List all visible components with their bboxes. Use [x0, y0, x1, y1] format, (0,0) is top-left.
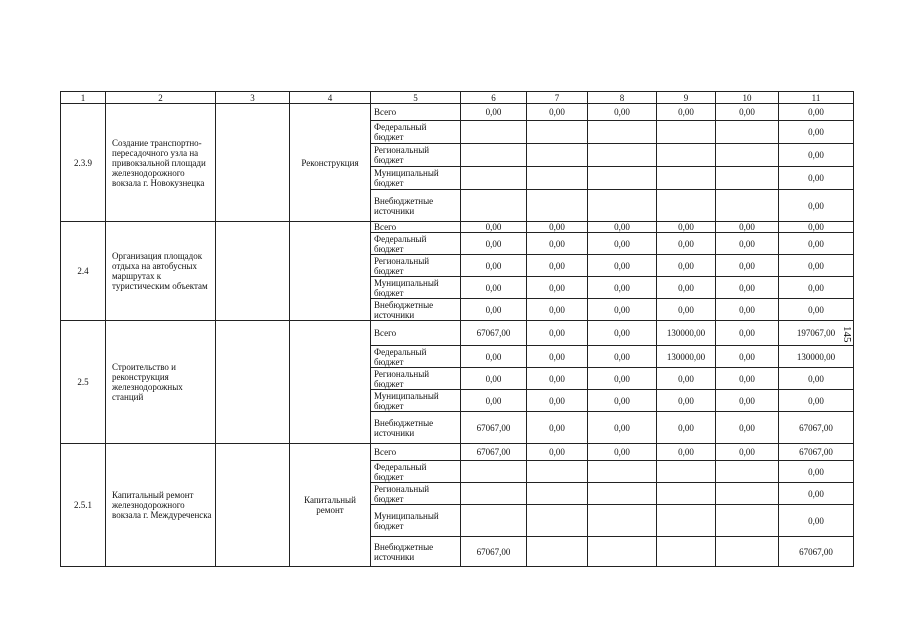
total-cell: 130000,00 [779, 346, 854, 368]
value-cell: 0,00 [657, 390, 716, 412]
value-cell [657, 505, 716, 537]
column-number: 1 [61, 92, 106, 104]
item-code: 2.4 [61, 222, 106, 321]
total-cell: 0,00 [779, 104, 854, 121]
value-cell: 0,00 [527, 255, 588, 277]
value-cell: 0,00 [716, 321, 779, 346]
total-cell: 0,00 [779, 277, 854, 299]
value-cell [657, 537, 716, 567]
value-cell: 0,00 [716, 444, 779, 461]
value-cell: 0,00 [461, 390, 527, 412]
value-cell: 0,00 [588, 444, 657, 461]
table-row [61, 104, 854, 121]
page-number: 145 [841, 326, 853, 343]
value-cell: 0,00 [716, 233, 779, 255]
value-cell: 0,00 [716, 412, 779, 444]
value-cell [716, 144, 779, 167]
value-cell [527, 190, 588, 222]
value-cell: 0,00 [527, 444, 588, 461]
column-number-row [61, 92, 854, 104]
value-cell [527, 144, 588, 167]
value-cell: 0,00 [588, 233, 657, 255]
value-cell: 0,00 [716, 255, 779, 277]
value-cell [527, 505, 588, 537]
total-cell: 0,00 [779, 461, 854, 483]
table-body [61, 92, 854, 567]
value-cell: 0,00 [527, 346, 588, 368]
item-activity [290, 321, 371, 444]
total-cell: 0,00 [779, 167, 854, 190]
funding-source: Внебюджетные источники [371, 537, 461, 567]
value-cell: 0,00 [527, 104, 588, 121]
value-cell [461, 190, 527, 222]
value-cell [716, 483, 779, 505]
item-name: Строительство и реконструкция железнодорожных станций [106, 321, 216, 444]
column-number: 2 [106, 92, 216, 104]
funding-source: Всего [371, 444, 461, 461]
funding-source: Внебюджетные источники [371, 299, 461, 321]
value-cell: 0,00 [716, 368, 779, 390]
value-cell [461, 144, 527, 167]
value-cell [588, 144, 657, 167]
value-cell [461, 461, 527, 483]
value-cell [588, 190, 657, 222]
value-cell: 130000,00 [657, 346, 716, 368]
funding-source: Всего [371, 104, 461, 121]
value-cell: 0,00 [716, 104, 779, 121]
item-col3 [216, 444, 290, 567]
funding-source: Региональный бюджет [371, 144, 461, 167]
total-cell: 0,00 [779, 255, 854, 277]
value-cell [716, 190, 779, 222]
column-number: 7 [527, 92, 588, 104]
total-cell: 0,00 [779, 299, 854, 321]
total-cell: 0,00 [779, 190, 854, 222]
item-code: 2.5.1 [61, 444, 106, 567]
total-cell: 0,00 [779, 390, 854, 412]
column-number: 10 [716, 92, 779, 104]
total-cell: 0,00 [779, 368, 854, 390]
value-cell: 0,00 [716, 346, 779, 368]
value-cell: 0,00 [588, 390, 657, 412]
value-cell: 0,00 [527, 368, 588, 390]
value-cell [461, 121, 527, 144]
value-cell: 0,00 [461, 222, 527, 233]
value-cell: 0,00 [657, 104, 716, 121]
value-cell: 0,00 [716, 299, 779, 321]
value-cell: 0,00 [657, 222, 716, 233]
item-code: 2.5 [61, 321, 106, 444]
value-cell: 0,00 [461, 255, 527, 277]
column-number: 6 [461, 92, 527, 104]
value-cell: 0,00 [657, 368, 716, 390]
value-cell [461, 505, 527, 537]
total-cell: 0,00 [779, 233, 854, 255]
total-cell: 0,00 [779, 483, 854, 505]
table-row [61, 222, 854, 233]
value-cell: 0,00 [588, 321, 657, 346]
item-name: Организация площадок отдыха на автобусных маршрутах к туристическим объектам [106, 222, 216, 321]
value-cell [527, 483, 588, 505]
funding-source: Муниципальный бюджет [371, 167, 461, 190]
funding-source: Федеральный бюджет [371, 233, 461, 255]
table-row [61, 444, 854, 461]
value-cell [588, 167, 657, 190]
value-cell [527, 461, 588, 483]
funding-source: Муниципальный бюджет [371, 505, 461, 537]
item-col3 [216, 321, 290, 444]
value-cell: 0,00 [527, 299, 588, 321]
value-cell [588, 121, 657, 144]
value-cell: 0,00 [588, 222, 657, 233]
value-cell: 0,00 [461, 277, 527, 299]
value-cell: 0,00 [461, 299, 527, 321]
item-code: 2.3.9 [61, 104, 106, 222]
value-cell: 67067,00 [461, 537, 527, 567]
column-number: 3 [216, 92, 290, 104]
funding-source: Федеральный бюджет [371, 346, 461, 368]
value-cell [657, 483, 716, 505]
value-cell: 0,00 [527, 321, 588, 346]
item-name: Создание транспортно-пересадочного узла на привокзальной площади железнодорожного вокзала г. Новокузнецка [106, 104, 216, 222]
value-cell [588, 461, 657, 483]
funding-source: Муниципальный бюджет [371, 390, 461, 412]
value-cell: 0,00 [657, 255, 716, 277]
value-cell: 0,00 [716, 222, 779, 233]
value-cell: 67067,00 [461, 412, 527, 444]
funding-source: Региональный бюджет [371, 483, 461, 505]
value-cell: 0,00 [716, 277, 779, 299]
value-cell: 0,00 [657, 299, 716, 321]
item-col3 [216, 104, 290, 222]
value-cell: 0,00 [588, 104, 657, 121]
value-cell [657, 461, 716, 483]
value-cell [716, 505, 779, 537]
total-cell: 197067,00 [779, 321, 854, 346]
funding-source: Региональный бюджет [371, 255, 461, 277]
value-cell [716, 167, 779, 190]
value-cell: 0,00 [716, 390, 779, 412]
column-number: 9 [657, 92, 716, 104]
funding-source: Внебюджетные источники [371, 412, 461, 444]
value-cell: 0,00 [657, 233, 716, 255]
value-cell: 0,00 [588, 368, 657, 390]
total-cell: 0,00 [779, 505, 854, 537]
funding-source: Муниципальный бюджет [371, 277, 461, 299]
value-cell [716, 537, 779, 567]
value-cell: 130000,00 [657, 321, 716, 346]
value-cell [716, 461, 779, 483]
value-cell: 0,00 [461, 346, 527, 368]
value-cell: 0,00 [588, 255, 657, 277]
value-cell: 0,00 [657, 444, 716, 461]
value-cell [461, 167, 527, 190]
value-cell [657, 167, 716, 190]
total-cell: 0,00 [779, 121, 854, 144]
total-cell: 67067,00 [779, 444, 854, 461]
value-cell [527, 121, 588, 144]
value-cell [588, 537, 657, 567]
value-cell: 0,00 [461, 368, 527, 390]
column-number: 5 [371, 92, 461, 104]
value-cell: 0,00 [461, 233, 527, 255]
value-cell [588, 505, 657, 537]
value-cell [657, 121, 716, 144]
value-cell: 0,00 [588, 346, 657, 368]
value-cell [527, 537, 588, 567]
column-number: 8 [588, 92, 657, 104]
column-number: 11 [779, 92, 854, 104]
value-cell: 0,00 [588, 412, 657, 444]
value-cell: 0,00 [527, 222, 588, 233]
value-cell: 0,00 [588, 277, 657, 299]
budget-table [60, 91, 854, 567]
item-activity: Капитальный ремонт [290, 444, 371, 567]
value-cell [527, 167, 588, 190]
funding-source: Региональный бюджет [371, 368, 461, 390]
value-cell: 67067,00 [461, 321, 527, 346]
value-cell [588, 483, 657, 505]
column-number: 4 [290, 92, 371, 104]
value-cell: 0,00 [527, 277, 588, 299]
value-cell: 0,00 [527, 412, 588, 444]
item-col3 [216, 222, 290, 321]
funding-source: Всего [371, 222, 461, 233]
total-cell: 67067,00 [779, 412, 854, 444]
value-cell [657, 190, 716, 222]
funding-source: Внебюджетные источники [371, 190, 461, 222]
value-cell: 0,00 [588, 299, 657, 321]
item-activity: Реконструкция [290, 104, 371, 222]
value-cell: 67067,00 [461, 444, 527, 461]
value-cell [461, 483, 527, 505]
value-cell: 0,00 [461, 104, 527, 121]
total-cell: 67067,00 [779, 537, 854, 567]
total-cell: 0,00 [779, 144, 854, 167]
item-activity [290, 222, 371, 321]
value-cell: 0,00 [657, 277, 716, 299]
funding-source: Федеральный бюджет [371, 461, 461, 483]
table-row [61, 321, 854, 346]
item-name: Капитальный ремонт железнодорожного вокзала г. Междуреченска [106, 444, 216, 567]
value-cell [716, 121, 779, 144]
funding-source: Всего [371, 321, 461, 346]
value-cell: 0,00 [527, 390, 588, 412]
total-cell: 0,00 [779, 222, 854, 233]
value-cell: 0,00 [657, 412, 716, 444]
funding-source: Федеральный бюджет [371, 121, 461, 144]
value-cell: 0,00 [527, 233, 588, 255]
value-cell [657, 144, 716, 167]
